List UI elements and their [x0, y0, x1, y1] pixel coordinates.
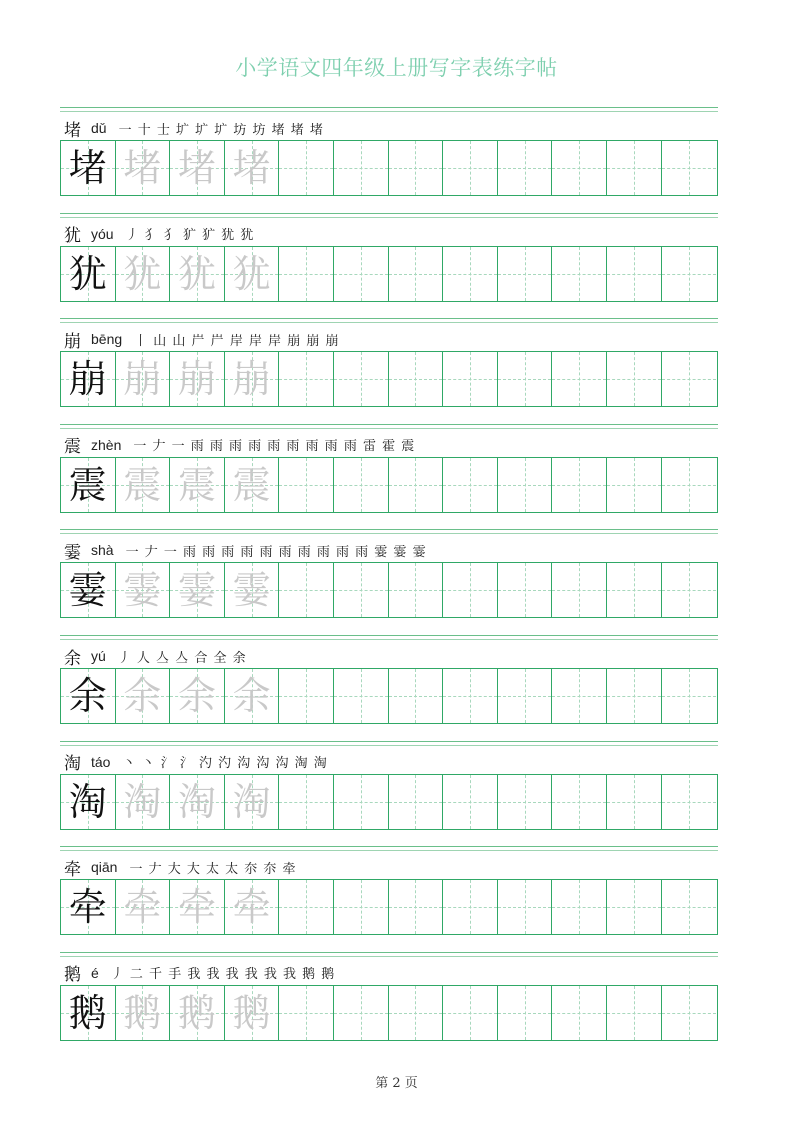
grid-cell[interactable] — [443, 880, 498, 934]
grid-cell[interactable] — [334, 669, 389, 723]
char-label — [64, 539, 427, 561]
grid-cell[interactable] — [498, 141, 553, 195]
grid-cell[interactable] — [389, 775, 444, 829]
grid-cell[interactable] — [334, 247, 389, 301]
grid-cell[interactable] — [116, 880, 171, 934]
trace-character: 堵 — [177, 146, 216, 190]
grid-cell[interactable] — [334, 775, 389, 829]
practice-row — [60, 107, 718, 197]
grid-cell[interactable] — [61, 141, 116, 195]
grid-cell[interactable] — [607, 458, 662, 512]
grid-cell[interactable] — [61, 775, 116, 829]
grid-cell[interactable] — [334, 986, 389, 1040]
grid-cell[interactable] — [607, 775, 662, 829]
row-divider — [60, 428, 718, 429]
writing-grid — [60, 985, 718, 1041]
row-divider — [60, 529, 718, 530]
grid-cell[interactable] — [607, 247, 662, 301]
grid-cell[interactable] — [116, 141, 171, 195]
trace-character: 余 — [177, 674, 216, 718]
model-character: 震 — [68, 462, 107, 507]
grid-cell[interactable] — [443, 563, 498, 617]
grid-cell[interactable] — [225, 458, 280, 512]
trace-character: 犹 — [232, 251, 271, 296]
label-pinyin: yóu — [91, 225, 114, 242]
trace-character: 鹅 — [232, 990, 271, 1035]
label-pinyin: shà — [91, 542, 114, 559]
row-divider — [60, 111, 718, 112]
writing-grid — [60, 879, 718, 935]
grid-cell[interactable] — [116, 775, 171, 829]
grid-cell[interactable] — [552, 141, 607, 195]
grid-cell[interactable] — [170, 141, 225, 195]
row-divider — [60, 846, 718, 847]
row-divider — [60, 745, 718, 746]
trace-character: 震 — [232, 462, 271, 507]
grid-cell[interactable] — [443, 986, 498, 1040]
stroke-order: 丿 二 千 手 我 我 我 我 我 我 鹅 鹅 — [110, 967, 336, 983]
grid-cell[interactable] — [389, 563, 444, 617]
grid-cell[interactable] — [61, 458, 116, 512]
label-pinyin: zhèn — [91, 436, 122, 453]
char-label — [64, 328, 339, 350]
trace-character: 犹 — [123, 251, 162, 296]
writing-grid — [60, 668, 718, 724]
practice-row — [60, 846, 718, 936]
grid-cell[interactable] — [334, 880, 389, 934]
stroke-order: 一 𠂇 一 雨 雨 雨 雨 雨 雨 雨 雨 雨 雷 霍 震 — [133, 439, 416, 455]
grid-cell[interactable] — [662, 880, 717, 934]
page-number: 第 2 页 — [375, 1076, 418, 1091]
grid-cell[interactable] — [116, 563, 171, 617]
grid-cell[interactable] — [443, 458, 498, 512]
grid-cell[interactable] — [334, 563, 389, 617]
grid-cell[interactable] — [443, 775, 498, 829]
grid-cell[interactable] — [170, 458, 225, 512]
grid-cell[interactable] — [225, 563, 280, 617]
stroke-order: 一 𠂇 一 雨 雨 雨 雨 雨 雨 雨 雨 雨 雨 霎 霎 霎 — [125, 544, 427, 560]
label-character: 霎 — [64, 542, 81, 563]
stroke-order: 丨 山 山 屵 屵 岸 岸 岸 崩 崩 崩 — [134, 333, 340, 349]
trace-character: 余 — [232, 674, 271, 718]
trace-character: 鹅 — [123, 990, 162, 1035]
label-character: 崩 — [64, 331, 81, 352]
stroke-order: 一 𠂇 大 大 太 太 夵 夵 牵 — [129, 861, 297, 877]
label-pinyin: yú — [91, 648, 106, 664]
model-character: 崩 — [68, 357, 107, 402]
label-pinyin: qiān — [91, 859, 118, 876]
writing-grid — [60, 562, 718, 618]
grid-cell[interactable] — [170, 775, 225, 829]
grid-cell[interactable] — [552, 775, 607, 829]
grid-cell[interactable] — [552, 352, 607, 406]
model-character: 堵 — [68, 146, 107, 190]
grid-cell[interactable] — [662, 352, 717, 406]
practice-row — [60, 741, 718, 831]
grid-cell[interactable] — [225, 775, 280, 829]
grid-cell[interactable] — [225, 352, 280, 406]
grid-cell[interactable] — [662, 458, 717, 512]
label-character: 淘 — [64, 754, 81, 775]
trace-character: 犹 — [177, 251, 216, 296]
grid-cell[interactable] — [225, 141, 280, 195]
grid-cell[interactable] — [279, 247, 334, 301]
stroke-order: 一 十 士 圹 圹 圹 坊 坊 堵 堵 堵 — [118, 122, 324, 138]
char-label — [64, 434, 415, 456]
row-divider — [60, 213, 718, 214]
grid-cell[interactable] — [116, 986, 171, 1040]
grid-cell[interactable] — [389, 352, 444, 406]
label-character: 牵 — [64, 859, 81, 880]
grid-cell[interactable] — [552, 563, 607, 617]
grid-cell[interactable] — [607, 880, 662, 934]
grid-cell[interactable] — [279, 669, 334, 723]
grid-cell[interactable] — [552, 986, 607, 1040]
grid-cell[interactable] — [279, 458, 334, 512]
row-divider — [60, 850, 718, 851]
grid-cell[interactable] — [498, 669, 553, 723]
practice-row — [60, 952, 718, 1042]
char-label — [64, 856, 297, 878]
row-divider — [60, 322, 718, 323]
grid-cell[interactable] — [116, 352, 171, 406]
grid-cell[interactable] — [607, 141, 662, 195]
grid-cell[interactable] — [607, 669, 662, 723]
grid-cell[interactable] — [279, 141, 334, 195]
trace-character: 堵 — [232, 146, 271, 190]
grid-cell[interactable] — [552, 880, 607, 934]
stroke-order: 丿 人 亼 亼 合 全 余 — [117, 650, 247, 666]
practice-row — [60, 635, 718, 725]
grid-cell[interactable] — [61, 880, 116, 934]
grid-cell[interactable] — [279, 563, 334, 617]
grid-cell[interactable] — [170, 669, 225, 723]
grid-cell[interactable] — [61, 352, 116, 406]
grid-cell[interactable] — [662, 669, 717, 723]
grid-cell[interactable] — [170, 247, 225, 301]
row-divider — [60, 952, 718, 953]
grid-cell[interactable] — [170, 880, 225, 934]
model-character: 余 — [68, 674, 107, 718]
writing-grid — [60, 246, 718, 302]
trace-character: 余 — [123, 674, 162, 718]
row-divider — [60, 639, 718, 640]
writing-grid — [60, 140, 718, 196]
label-character: 堵 — [64, 120, 81, 141]
trace-character: 震 — [123, 462, 162, 507]
row-divider — [60, 217, 718, 218]
grid-cell[interactable] — [662, 563, 717, 617]
grid-cell[interactable] — [334, 141, 389, 195]
grid-cell[interactable] — [443, 669, 498, 723]
label-pinyin: táo — [91, 753, 111, 770]
grid-cell[interactable] — [61, 563, 116, 617]
grid-cell[interactable] — [279, 775, 334, 829]
label-pinyin: bēng — [91, 331, 123, 348]
grid-cell[interactable] — [498, 247, 553, 301]
grid-cell[interactable] — [498, 458, 553, 512]
trace-character: 淘 — [232, 779, 271, 824]
writing-grid — [60, 351, 718, 407]
label-character: 余 — [64, 648, 81, 669]
page-title: 小学语文四年级上册写字表练字帖 — [235, 56, 558, 80]
grid-cell[interactable] — [225, 880, 280, 934]
grid-cell[interactable] — [225, 986, 280, 1040]
practice-row — [60, 424, 718, 514]
grid-cell[interactable] — [662, 141, 717, 195]
row-divider — [60, 318, 718, 319]
char-label — [64, 223, 254, 245]
grid-cell[interactable] — [116, 247, 171, 301]
trace-character: 震 — [177, 462, 216, 507]
model-character: 霎 — [68, 568, 107, 613]
char-label — [64, 645, 247, 667]
trace-character: 崩 — [232, 357, 271, 402]
writing-grid — [60, 457, 718, 513]
grid-cell[interactable] — [662, 986, 717, 1040]
grid-cell[interactable] — [443, 247, 498, 301]
grid-cell[interactable] — [334, 458, 389, 512]
grid-cell[interactable] — [279, 880, 334, 934]
row-divider — [60, 533, 718, 534]
practice-row — [60, 529, 718, 619]
trace-character: 淘 — [177, 779, 216, 824]
grid-cell[interactable] — [443, 141, 498, 195]
grid-cell[interactable] — [389, 141, 444, 195]
label-character: 震 — [64, 437, 81, 458]
char-label — [64, 751, 328, 773]
trace-character: 淘 — [123, 779, 162, 824]
model-character: 淘 — [68, 779, 107, 824]
trace-character: 霎 — [177, 568, 216, 613]
grid-cell[interactable] — [225, 669, 280, 723]
grid-cell[interactable] — [607, 563, 662, 617]
label-character: 犹 — [64, 226, 81, 247]
grid-cell[interactable] — [498, 986, 553, 1040]
trace-character: 牵 — [232, 885, 271, 930]
trace-character: 鹅 — [177, 990, 216, 1035]
grid-cell[interactable] — [498, 563, 553, 617]
practice-row — [60, 318, 718, 408]
label-pinyin: é — [91, 964, 99, 981]
grid-cell[interactable] — [389, 247, 444, 301]
trace-character: 牵 — [123, 885, 162, 930]
grid-cell[interactable] — [334, 352, 389, 406]
grid-cell[interactable] — [170, 986, 225, 1040]
model-character: 牵 — [68, 885, 107, 930]
grid-cell[interactable] — [116, 458, 171, 512]
grid-cell[interactable] — [116, 669, 171, 723]
grid-cell[interactable] — [552, 669, 607, 723]
grid-cell[interactable] — [443, 352, 498, 406]
model-character: 犹 — [68, 251, 107, 296]
grid-cell[interactable] — [662, 775, 717, 829]
grid-cell[interactable] — [61, 669, 116, 723]
grid-cell[interactable] — [607, 352, 662, 406]
row-divider — [60, 956, 718, 957]
grid-cell[interactable] — [389, 880, 444, 934]
row-divider — [60, 635, 718, 636]
grid-cell[interactable] — [170, 563, 225, 617]
trace-character: 崩 — [177, 357, 216, 402]
trace-character: 堵 — [123, 146, 162, 190]
practice-row — [60, 213, 718, 303]
grid-cell[interactable] — [225, 247, 280, 301]
grid-cell[interactable] — [279, 352, 334, 406]
model-character: 鹅 — [68, 990, 107, 1035]
writing-grid — [60, 774, 718, 830]
trace-character: 霎 — [232, 568, 271, 613]
grid-cell[interactable] — [389, 986, 444, 1040]
grid-cell[interactable] — [170, 352, 225, 406]
stroke-order: 丿 犭 犭 犷 犷 犹 犹 — [125, 228, 255, 244]
grid-cell[interactable] — [389, 458, 444, 512]
label-pinyin: dǔ — [91, 120, 107, 136]
label-character: 鹅 — [64, 965, 81, 986]
row-divider — [60, 107, 718, 108]
grid-cell[interactable] — [279, 986, 334, 1040]
trace-character: 霎 — [123, 568, 162, 613]
grid-cell[interactable] — [61, 247, 116, 301]
grid-cell[interactable] — [498, 775, 553, 829]
grid-cell[interactable] — [607, 986, 662, 1040]
row-divider — [60, 424, 718, 425]
trace-character: 崩 — [123, 357, 162, 402]
grid-cell[interactable] — [662, 247, 717, 301]
grid-cell[interactable] — [552, 247, 607, 301]
char-label — [64, 117, 324, 139]
grid-cell[interactable] — [552, 458, 607, 512]
char-label — [64, 962, 335, 984]
grid-cell[interactable] — [498, 352, 553, 406]
grid-cell[interactable] — [61, 986, 116, 1040]
stroke-order: 丶 丶 氵 氵 汋 汋 沟 沟 沟 淘 淘 — [122, 756, 328, 772]
trace-character: 牵 — [177, 885, 216, 930]
grid-cell[interactable] — [498, 880, 553, 934]
grid-cell[interactable] — [389, 669, 444, 723]
row-divider — [60, 741, 718, 742]
